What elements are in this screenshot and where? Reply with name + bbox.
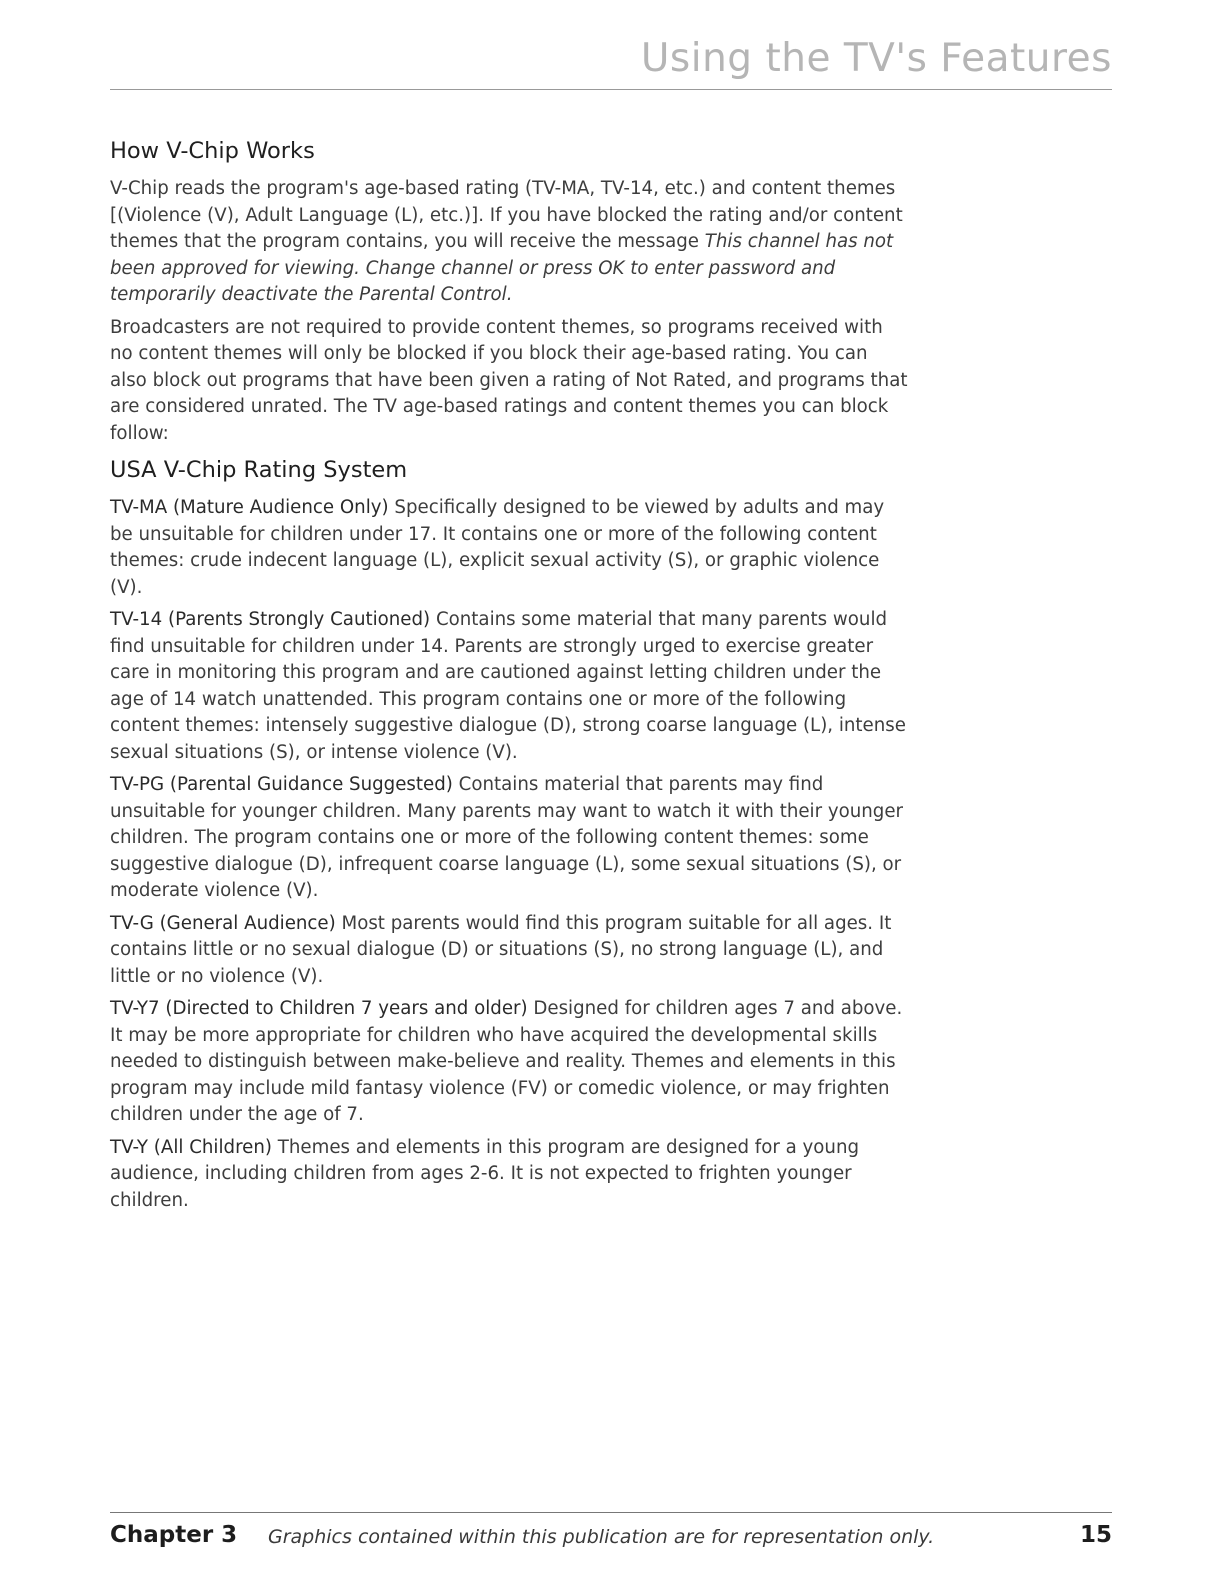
rating-tv-ma (110, 495, 910, 601)
rating-tv-g (110, 911, 910, 991)
rating-term: TV-Y (All Children) (110, 1136, 272, 1158)
rating-term: TV-Y7 (Directed to Children 7 years and older) (110, 998, 528, 1019)
rating-term: TV-MA (Mature Audience Only) (110, 497, 389, 518)
rating-term: TV-14 (Parents Strongly Cautioned) (110, 609, 431, 630)
rating-term: TV-G (General Audience) (110, 912, 336, 934)
rating-description: Themes and elements in this program are designed for a young audience, including children from ages 2-6. It is not expected to frighten younger children. (110, 1136, 860, 1211)
main-content (110, 134, 910, 1220)
page-number: 15 (1079, 1522, 1112, 1548)
rating-description: Most parents would find this program suitable for all ages. It contains little or no sexual dialogue (D) or situations (S), no strong language (L), and little or no violence (V). (110, 912, 892, 987)
rating-description: Specifically designed to be viewed by adults and may be unsuitable for children under 17. It contains one or more of the following content themes: crude indecent language (L), explicit sexual activity (S), or graphic violence (V). (110, 497, 885, 598)
page-footer (110, 1522, 1112, 1554)
rating-tv-pg (110, 772, 910, 905)
section-heading-usa-rating-system: USA V-Chip Rating System (110, 457, 408, 483)
chapter-label: Chapter 3 (110, 1522, 238, 1548)
footer-note: Graphics contained within this publication are for representation only. (268, 1526, 935, 1548)
blocked-message-text: This channel has not been approved for viewing. Change channel or press OK to enter password and temporarily deactivate the Parental Control. (110, 231, 894, 305)
paragraph-broadcasters: Broadcasters are not required to provide content themes, so programs received with no content themes will only be blocked if you block their age-based rating. You can also block out programs that have been given a rating of Not Rated, and programs that are considered unrated. The TV age-based ratings and content themes you can block follow: (110, 316, 908, 444)
rating-tv-y7 (110, 996, 910, 1129)
rating-term: TV-PG (Parental Guidance Suggested) (110, 774, 453, 795)
rating-description: Contains material that parents may find unsuitable for younger children. Many parents may want to watch it with their younger children. The program contains one or more of the following content themes: some suggestive dialogue (D), infrequent coarse language (L), some sexual situations (S), or moderate violence (V). (110, 774, 904, 901)
vchip-intro-text: V-Chip reads the program's age-based rating (TV-MA, TV-14, etc.) and content themes [(Violence (V), Adult Language (L), etc.)]. If you have blocked the rating and/or content themes that the program contains, you will receive the message (110, 178, 903, 252)
page-header-title: Using the TV's Features (640, 36, 1112, 81)
rating-tv-y (110, 1135, 910, 1215)
rating-description: Contains some material that many parents would find unsuitable for children under 14. Parents are strongly urged to exercise greater care in monitoring this program and are cautioned against letting children under the age of 14 watch unattended. This program contains one or more of the following content themes: intensely suggestive dialogue (D), strong coarse language (L), intense sexual situations (S), or intense violence (V). (110, 609, 906, 763)
rating-tv-14 (110, 607, 910, 766)
header-divider (110, 89, 1112, 90)
paragraph-vchip-intro (110, 176, 910, 309)
rating-description: Designed for children ages 7 and above. It may be more appropriate for children who have acquired the developmental skills needed to distinguish between make-believe and reality. Themes and elements in this program may include mild fantasy violence (FV) or comedic violence, or may frighten children under the age of 7. (110, 998, 903, 1125)
footer-divider (110, 1512, 1112, 1513)
section-heading-how-vchip-works: How V-Chip Works (110, 138, 315, 164)
